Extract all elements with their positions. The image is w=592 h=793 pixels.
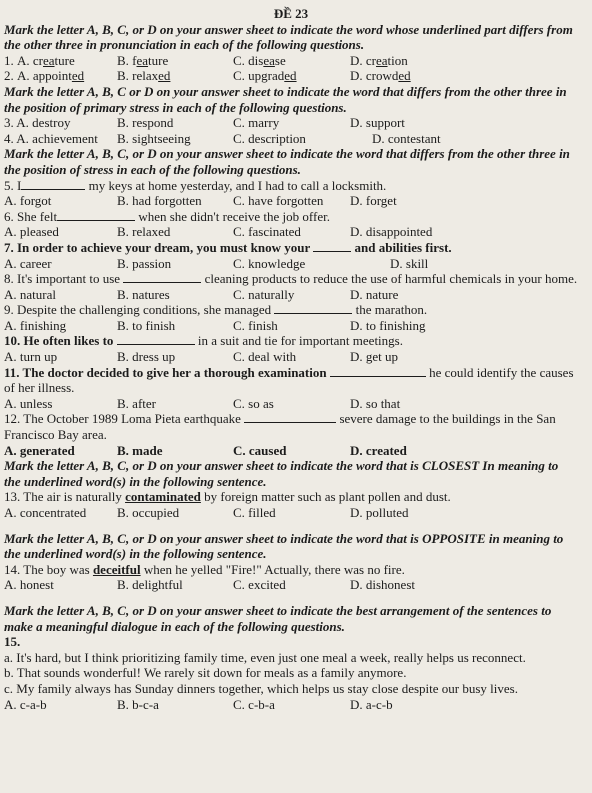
q8-option-b: B. natures xyxy=(117,286,170,302)
q15-option-b: B. b-c-a xyxy=(117,696,159,712)
question-10: 10. He often likes to in a suit and tie for important meetings. xyxy=(4,333,403,349)
q15-sentence-c: c. My family always has Sunday dinners together, which helps us stay close despite our busy lives. xyxy=(4,680,518,696)
q13-option-c: C. filled xyxy=(233,505,276,520)
q11-option-b: B. after xyxy=(117,395,156,411)
question-12-options xyxy=(4,443,578,459)
q15-sentence-b: b. That sounds wonderful! We rarely sit down for meals as a family anymore. xyxy=(4,665,407,681)
q4-option-d: D. contestant xyxy=(372,130,441,146)
q10-option-c: C. deal with xyxy=(233,349,297,365)
instruction-stress-2: Mark the letter A, B, C, or D on your answer sheet to indicate the word that differs from the other three in the position of stress in each of the following questions. xyxy=(4,146,570,177)
q3-option-a: 3. A. destroy xyxy=(4,115,71,131)
question-8: 8. It's important to use cleaning products to reduce the use of harmful chemicals in your home. xyxy=(4,271,578,287)
q12-option-b: B. made xyxy=(117,442,163,458)
q7-option-d: D. skill xyxy=(390,255,429,271)
question-6: 6. She felt when she didn't receive the job offer. xyxy=(4,208,330,224)
question-11: 11. The doctor decided to give her a thorough examination he could identify the causes of her illness. xyxy=(4,364,574,396)
q8-option-a: A. natural xyxy=(4,286,56,302)
q14-option-d: D. dishonest xyxy=(350,577,415,593)
instruction-arrangement: Mark the letter A, B, C, or D on your answer sheet to indicate the best arrangement of the sentences to make a meaningful dialogue in each of the following questions. xyxy=(4,602,552,634)
question-4-options xyxy=(4,131,578,147)
q2-option-d: D. crowded xyxy=(350,68,411,84)
q5-option-d: D. forget xyxy=(350,193,397,209)
q12-option-c: C. caused xyxy=(233,442,287,458)
question-9-options xyxy=(4,318,578,334)
q4-option-a: 4. A. achievement xyxy=(4,130,98,146)
question-7-options xyxy=(4,256,578,272)
q1-option-d: D. creation xyxy=(350,52,408,68)
instruction-stress: Mark the letter A, B, C or D on your answer sheet to indicate the word that differs from the other three in the position of primary stress in each of the following questions. xyxy=(4,83,567,115)
question-13: 13. The air is naturally contaminated by foreign matter such as plant pollen and dust. xyxy=(4,489,451,505)
q9-option-a: A. finishing xyxy=(4,317,67,333)
q10-option-d: D. get up xyxy=(350,349,399,365)
q4-option-b: B. sightseeing xyxy=(117,130,191,146)
q6-option-d: D. disappointed xyxy=(350,224,433,240)
instruction-closest: Mark the letter A, B, C, or D on your answer sheet to indicate the word that is CLOSEST In meaning to the underlined word(s) in the following sentence. xyxy=(4,458,559,489)
q10-option-b: B. dress up xyxy=(117,349,176,365)
q1-option-c: C. disease xyxy=(233,52,286,68)
q15-option-d: D. a-c-b xyxy=(350,696,393,712)
question-14-options xyxy=(4,577,578,593)
q3-option-c: C. marry xyxy=(233,115,280,131)
q5-option-b: B. had forgotten xyxy=(117,193,202,209)
question-5: 5. I my keys at home yesterday, and I had to call a locksmith. xyxy=(4,177,387,193)
question-15-options xyxy=(4,697,578,713)
question-6-options xyxy=(4,224,578,240)
question-7: 7. In order to achieve your dream, you must know your and abilities first. xyxy=(4,239,452,255)
q2-option-b: B. relaxed xyxy=(117,68,171,84)
q11-option-c: C. so as xyxy=(233,395,274,411)
q1-option-b: B. feature xyxy=(117,52,169,68)
q8-option-d: D. nature xyxy=(350,286,399,302)
q1-option-a: 1. A. creature xyxy=(4,52,75,68)
question-14: 14. The boy was deceitful when he yelled "Fire!" Actually, there was no fire. xyxy=(4,561,405,577)
q5-option-a: A. forgot xyxy=(4,193,52,209)
q10-option-a: A. turn up xyxy=(4,349,58,365)
page-title: ĐỀ 23 xyxy=(273,6,309,21)
q6-option-a: A. pleased xyxy=(4,224,59,240)
q13-option-b: B. occupied xyxy=(117,505,180,520)
question-1-options xyxy=(4,53,578,69)
q12-option-a: A. generated xyxy=(4,442,75,458)
q13-option-d: D. polluted xyxy=(350,505,409,520)
question-12: 12. The October 1989 Loma Pieta earthquake severe damage to the buildings in the San Francisco Bay area. xyxy=(4,411,556,443)
question-10-options xyxy=(4,349,578,365)
instruction-pronunciation: Mark the letter A, B, C, or D on your answer sheet to indicate the word whose underlined part differs from the other three in pronunciation in each of the following questions. xyxy=(4,21,573,53)
q11-option-d: D. so that xyxy=(350,395,401,411)
q7-option-b: B. passion xyxy=(117,255,172,271)
q6-option-b: B. relaxed xyxy=(117,224,171,240)
q7-option-c: C. knowledge xyxy=(233,255,306,271)
q15-option-c: C. c-b-a xyxy=(233,696,275,712)
q9-option-d: D. to finishing xyxy=(350,317,426,333)
q14-option-c: C. excited xyxy=(233,577,286,593)
q14-option-a: A. honest xyxy=(4,577,54,593)
q11-option-a: A. unless xyxy=(4,395,53,411)
question-11-options xyxy=(4,396,578,412)
q9-option-c: C. finish xyxy=(233,317,278,333)
q9-option-b: B. to finish xyxy=(117,317,176,333)
q15-sentence-a: a. It's hard, but I think prioritizing family time, even just one meal a week, really helps us reconnect. xyxy=(4,649,526,665)
question-3-options xyxy=(4,115,578,131)
instruction-opposite: Mark the letter A, B, C, or D on your answer sheet to indicate the word that is OPPOSITE in meaning to the underlined word(s) in the following sentence. xyxy=(4,530,564,562)
q12-option-d: D. created xyxy=(350,442,407,458)
q3-option-d: D. support xyxy=(350,115,405,131)
question-2-options xyxy=(4,68,578,84)
q4-option-c: C. description xyxy=(233,130,306,146)
question-13-options xyxy=(4,505,578,521)
q15-option-a: A. c-a-b xyxy=(4,696,47,712)
q14-option-b: B. delightful xyxy=(117,577,183,593)
q13-option-a: A. concentrated xyxy=(4,505,87,520)
q8-option-c: C. naturally xyxy=(233,286,295,302)
question-15-number: 15. xyxy=(4,634,21,650)
q7-option-a: A. career xyxy=(4,255,52,271)
q5-option-c: C. have forgotten xyxy=(233,193,324,209)
q6-option-c: C. fascinated xyxy=(233,224,301,240)
q2-option-c: C. upgraded xyxy=(233,68,297,84)
question-5-options xyxy=(4,193,578,209)
question-9: 9. Despite the challenging conditions, she managed the marathon. xyxy=(4,302,428,318)
q3-option-b: B. respond xyxy=(117,115,174,131)
question-8-options xyxy=(4,287,578,303)
q2-option-a: 2. A. appointed xyxy=(4,68,85,84)
